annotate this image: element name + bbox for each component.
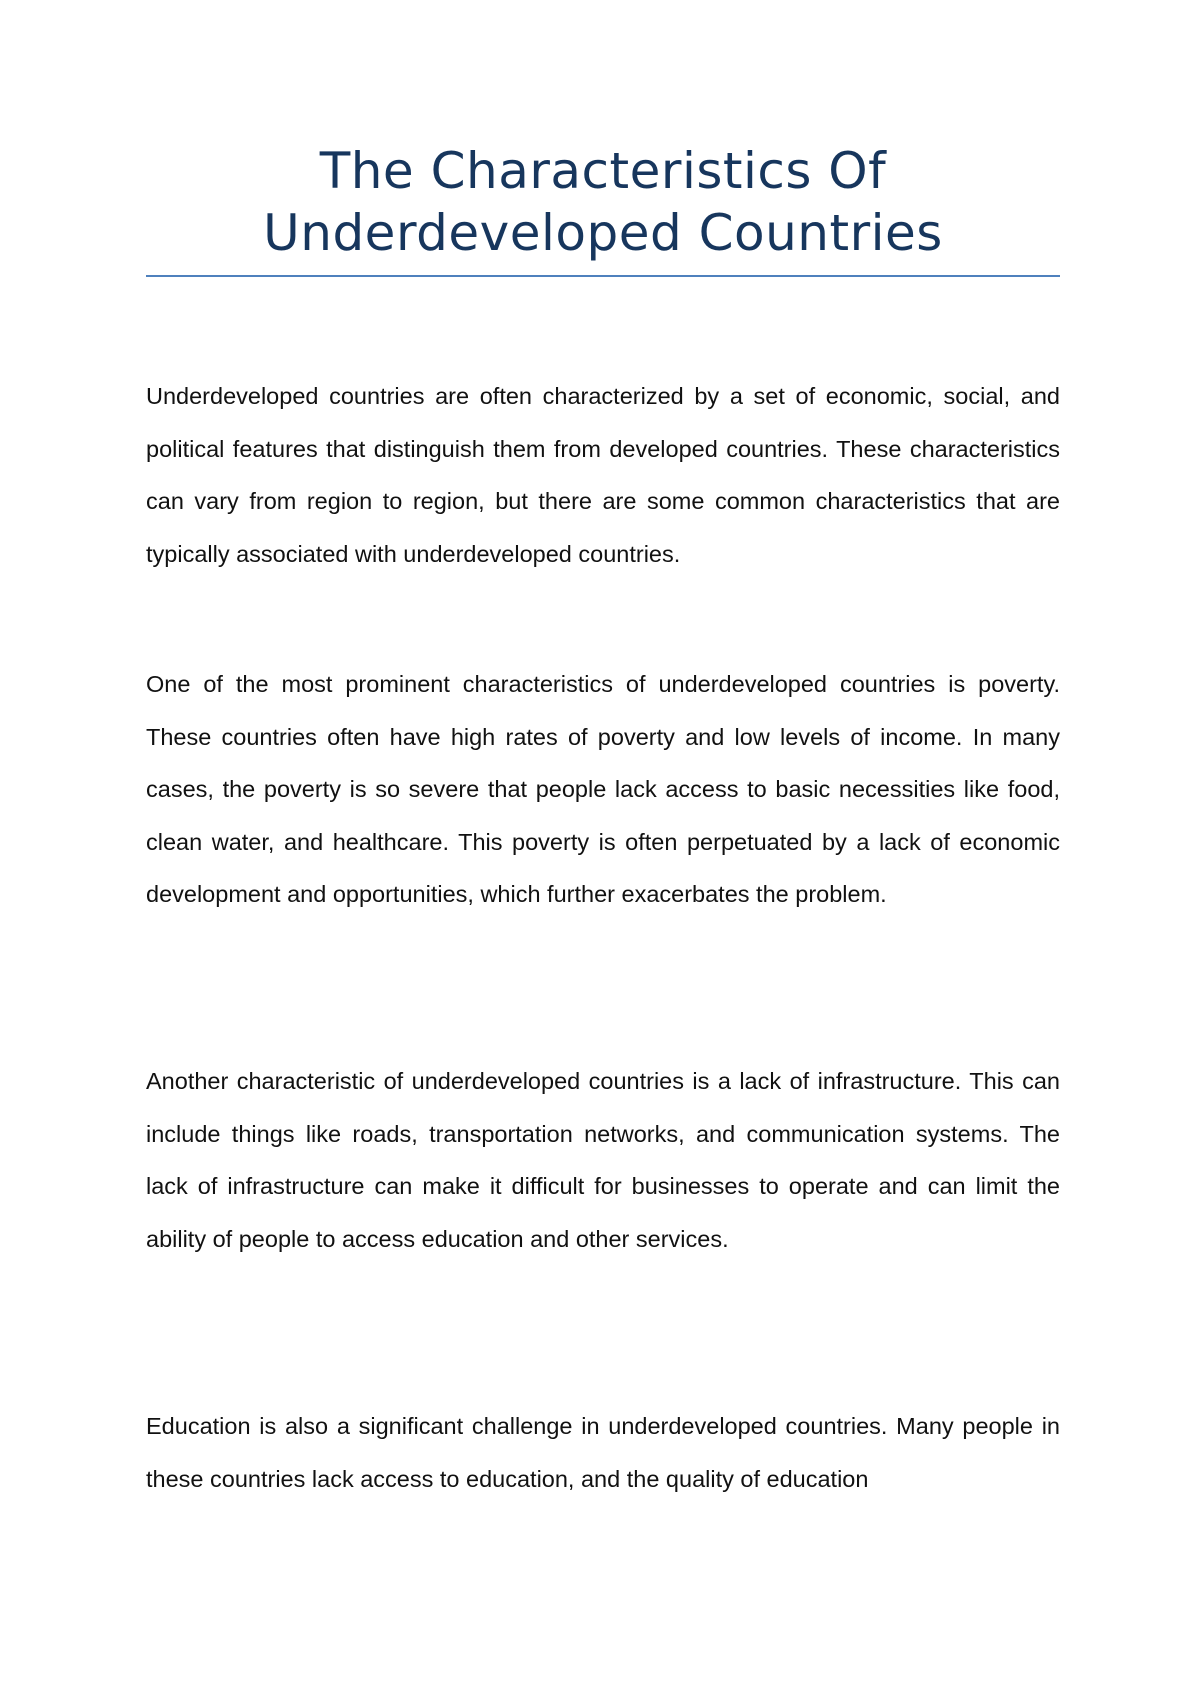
paragraph-education: Education is also a significant challenge in underdeveloped countries. Many people in these countries lack access to education, and the quality of education [146, 1413, 1060, 1492]
paragraph-poverty: One of the most prominent characteristics of underdeveloped countries is poverty. These countries often have high rates of poverty and low levels of income. In many cases, the poverty is so severe that people lack access to basic necessities like food, clean water, and healthcare. This poverty is often perpetuated by a lack of economic development and opportunities, which further exacerbates the problem. [146, 671, 1060, 907]
paragraph-intro: Underdeveloped countries are often characterized by a set of economic, social, and political features that distinguish them from developed countries. These characteristics can vary from region to region, but there are some common characteristics that are typically associated with underdeveloped countries. [146, 383, 1060, 567]
title-block [146, 140, 1060, 264]
paragraph-infrastructure: Another characteristic of underdeveloped countries is a lack of infrastructure. This can include things like roads, transportation networks, and communication systems. The lack of infrastructure can make it difficult for businesses to operate and can limit the ability of people to access education and other services. [146, 1068, 1060, 1252]
title-line-1: The Characteristics Of [319, 142, 887, 200]
title-underline-rule [146, 275, 1060, 277]
document-title [146, 140, 1060, 264]
title-line-2: Underdeveloped Countries [263, 204, 943, 262]
